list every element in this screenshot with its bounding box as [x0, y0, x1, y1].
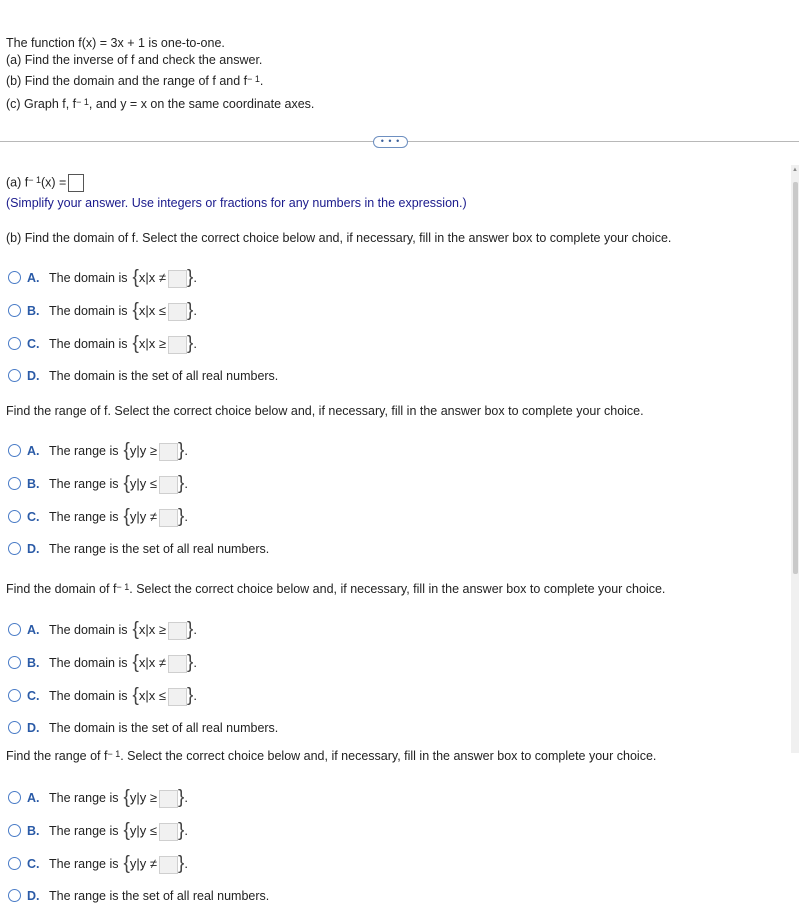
close-brace: } [187, 618, 194, 640]
close-brace: } [187, 299, 194, 321]
radio-button-icon[interactable] [8, 271, 21, 284]
choice-b[interactable] [8, 821, 188, 841]
domain-finv-prompt [6, 582, 665, 596]
set-notation [132, 266, 197, 288]
set-notation [132, 299, 197, 321]
set-condition: x|x ≤ [138, 303, 166, 318]
choice-text: The domain is the set of all real numbers. [49, 369, 279, 383]
set-answer-input[interactable] [159, 443, 178, 461]
close-brace: } [187, 651, 194, 673]
radio-button-icon[interactable] [8, 337, 21, 350]
inverse-superscript: − 1 [76, 97, 89, 107]
open-brace: { [132, 332, 139, 354]
inverse-superscript: − 1 [116, 582, 130, 592]
period: . [184, 790, 188, 805]
radio-button-icon[interactable] [8, 510, 21, 523]
set-notation [132, 651, 197, 673]
choice-text: The range is [49, 824, 119, 838]
inverse-answer-input[interactable] [68, 174, 84, 192]
choice-letter: C. [27, 857, 40, 871]
open-brace: { [132, 651, 139, 673]
choice-c[interactable] [8, 686, 197, 706]
open-brace: { [123, 852, 130, 874]
period: . [184, 443, 188, 458]
radio-button-icon[interactable] [8, 444, 21, 457]
set-notation [132, 618, 197, 640]
close-brace: } [177, 819, 185, 841]
choice-text: The range is [49, 857, 119, 871]
open-brace: { [123, 786, 130, 808]
radio-button-icon[interactable] [8, 623, 21, 636]
part-a-label-end: (x) = [41, 175, 67, 190]
period: . [184, 509, 188, 524]
inverse-superscript: − 1 [247, 74, 260, 84]
set-answer-input[interactable] [159, 476, 178, 494]
set-answer-input[interactable] [168, 655, 187, 673]
choice-d[interactable] [8, 539, 269, 559]
choice-text: The range is [49, 444, 119, 458]
set-answer-input[interactable] [168, 688, 187, 706]
set-condition: x|x ≥ [138, 336, 166, 351]
choice-text: The range is [49, 791, 119, 805]
radio-button-icon[interactable] [8, 369, 21, 382]
open-brace: { [123, 439, 130, 461]
choice-text: The domain is [49, 271, 128, 285]
choice-letter: C. [27, 689, 40, 703]
choice-letter: C. [27, 510, 40, 524]
domain-finv-prompt-end: . Select the correct choice below and, if necessary, fill in the answer box to complete your choice. [129, 582, 666, 596]
choice-text: The domain is [49, 337, 128, 351]
inverse-superscript: − 1 [28, 175, 41, 186]
choice-c[interactable] [8, 507, 188, 527]
set-notation [123, 786, 188, 808]
radio-button-icon[interactable] [8, 304, 21, 317]
set-answer-input[interactable] [159, 823, 178, 841]
set-condition: y|y ≠ [129, 509, 157, 524]
radio-button-icon[interactable] [8, 542, 21, 555]
close-brace: } [177, 505, 185, 527]
set-answer-input[interactable] [159, 509, 178, 527]
radio-button-icon[interactable] [8, 857, 21, 870]
set-notation [123, 819, 188, 841]
domain-f-prompt: (b) Find the domain of f. Select the correct choice below and, if necessary, fill in the answer box to complete your choice. [6, 231, 672, 245]
set-answer-input[interactable] [168, 336, 187, 354]
choice-a[interactable] [8, 620, 197, 640]
open-brace: { [123, 819, 130, 841]
inverse-superscript: − 1 [107, 749, 121, 759]
close-brace: } [187, 266, 194, 288]
period: . [184, 823, 188, 838]
choice-letter: B. [27, 656, 40, 670]
open-brace: { [132, 618, 139, 640]
choice-letter: D. [27, 369, 40, 383]
set-answer-input[interactable] [159, 790, 178, 808]
open-brace: { [123, 472, 130, 494]
choice-text: The domain is [49, 656, 128, 670]
close-brace: } [177, 786, 185, 808]
choice-a[interactable] [8, 268, 197, 288]
problem-line-1: The function f(x) = 3x + 1 is one-to-one. [6, 36, 225, 50]
set-condition: y|y ≥ [129, 443, 157, 458]
range-f-prompt: Find the range of f. Select the correct choice below and, if necessary, fill in the answer box to complete your choice. [6, 404, 644, 418]
choice-c[interactable] [8, 334, 197, 354]
radio-button-icon[interactable] [8, 477, 21, 490]
period: . [184, 476, 188, 491]
close-brace: } [177, 472, 185, 494]
set-answer-input[interactable] [168, 270, 187, 288]
problem-line-2: (a) Find the inverse of f and check the answer. [6, 53, 263, 67]
choice-text: The range is [49, 510, 119, 524]
set-answer-input[interactable] [159, 856, 178, 874]
choice-letter: D. [27, 889, 40, 903]
choice-letter: A. [27, 623, 40, 637]
choice-b[interactable] [8, 301, 197, 321]
close-brace: } [187, 332, 194, 354]
choice-text: The range is the set of all real numbers. [49, 889, 270, 903]
radio-button-icon[interactable] [8, 791, 21, 804]
choice-letter: D. [27, 721, 40, 735]
expand-button[interactable]: • • • [373, 136, 408, 148]
problem-line-4 [6, 97, 314, 111]
problem-line-4-text: (c) Graph f, f [6, 97, 77, 111]
domain-finv-prompt-text: Find the domain of f [6, 582, 117, 596]
choice-text: The range is the set of all real numbers. [49, 542, 270, 556]
set-notation [123, 505, 188, 527]
open-brace: { [132, 684, 139, 706]
set-answer-input[interactable] [168, 622, 187, 640]
radio-button-icon[interactable] [8, 889, 21, 902]
set-notation [132, 332, 197, 354]
choice-text: The domain is the set of all real numbers. [49, 721, 279, 735]
open-brace: { [123, 505, 130, 527]
set-condition: x|x ≠ [138, 655, 166, 670]
open-brace: { [132, 299, 139, 321]
choice-d[interactable] [8, 366, 278, 386]
choice-text: The domain is [49, 689, 128, 703]
open-brace: { [132, 266, 139, 288]
choice-letter: C. [27, 337, 40, 351]
choice-a[interactable] [8, 441, 188, 461]
period: . [193, 655, 197, 670]
period: . [193, 688, 197, 703]
choice-b[interactable] [8, 653, 197, 673]
set-condition: y|y ≤ [129, 476, 157, 491]
problem-line-3-text: (b) Find the domain and the range of f and f [6, 74, 248, 88]
set-condition: y|y ≠ [129, 856, 157, 871]
choice-letter: A. [27, 791, 40, 805]
choice-b[interactable] [8, 474, 188, 494]
period: . [193, 622, 197, 637]
set-notation [123, 472, 188, 494]
choice-d[interactable] [8, 886, 269, 906]
set-condition: y|y ≤ [129, 823, 157, 838]
set-notation [132, 684, 197, 706]
set-notation [123, 439, 188, 461]
close-brace: } [187, 684, 194, 706]
radio-button-icon[interactable] [8, 824, 21, 837]
close-brace: } [177, 852, 185, 874]
choice-letter: A. [27, 444, 40, 458]
scrollbar-thumb[interactable] [793, 182, 798, 574]
choice-d[interactable] [8, 718, 278, 738]
range-finv-prompt-text: Find the range of f [6, 749, 108, 763]
choice-a[interactable] [8, 788, 188, 808]
set-condition: x|x ≥ [138, 622, 166, 637]
radio-button-icon[interactable] [8, 656, 21, 669]
part-a-label-text: (a) f [6, 175, 29, 190]
range-finv-prompt [6, 749, 656, 763]
choice-letter: D. [27, 542, 40, 556]
part-a-label [6, 174, 84, 192]
choice-letter: B. [27, 304, 40, 318]
choice-text: The range is [49, 477, 119, 491]
range-finv-prompt-end: . Select the correct choice below and, if necessary, fill in the answer box to complete your choice. [120, 749, 657, 763]
radio-button-icon[interactable] [8, 721, 21, 734]
choice-letter: A. [27, 271, 40, 285]
problem-line-3-end: . [259, 74, 264, 88]
choice-letter: B. [27, 824, 40, 838]
period: . [184, 856, 188, 871]
set-condition: x|x ≤ [138, 688, 166, 703]
period: . [193, 270, 197, 285]
set-answer-input[interactable] [168, 303, 187, 321]
problem-line-4-end: , and y = x on the same coordinate axes. [88, 97, 315, 111]
choice-c[interactable] [8, 854, 188, 874]
close-brace: } [177, 439, 185, 461]
period: . [193, 303, 197, 318]
choice-letter: B. [27, 477, 40, 491]
set-condition: y|y ≥ [129, 790, 157, 805]
set-notation [123, 852, 188, 874]
choice-text: The domain is [49, 623, 128, 637]
part-a-hint: (Simplify your answer. Use integers or fractions for any numbers in the expression.) [6, 196, 467, 210]
scroll-up-arrow-icon[interactable]: ▲ [792, 167, 798, 173]
radio-button-icon[interactable] [8, 689, 21, 702]
set-condition: x|x ≠ [138, 270, 166, 285]
problem-line-3 [6, 74, 263, 88]
period: . [193, 336, 197, 351]
choice-text: The domain is [49, 304, 128, 318]
